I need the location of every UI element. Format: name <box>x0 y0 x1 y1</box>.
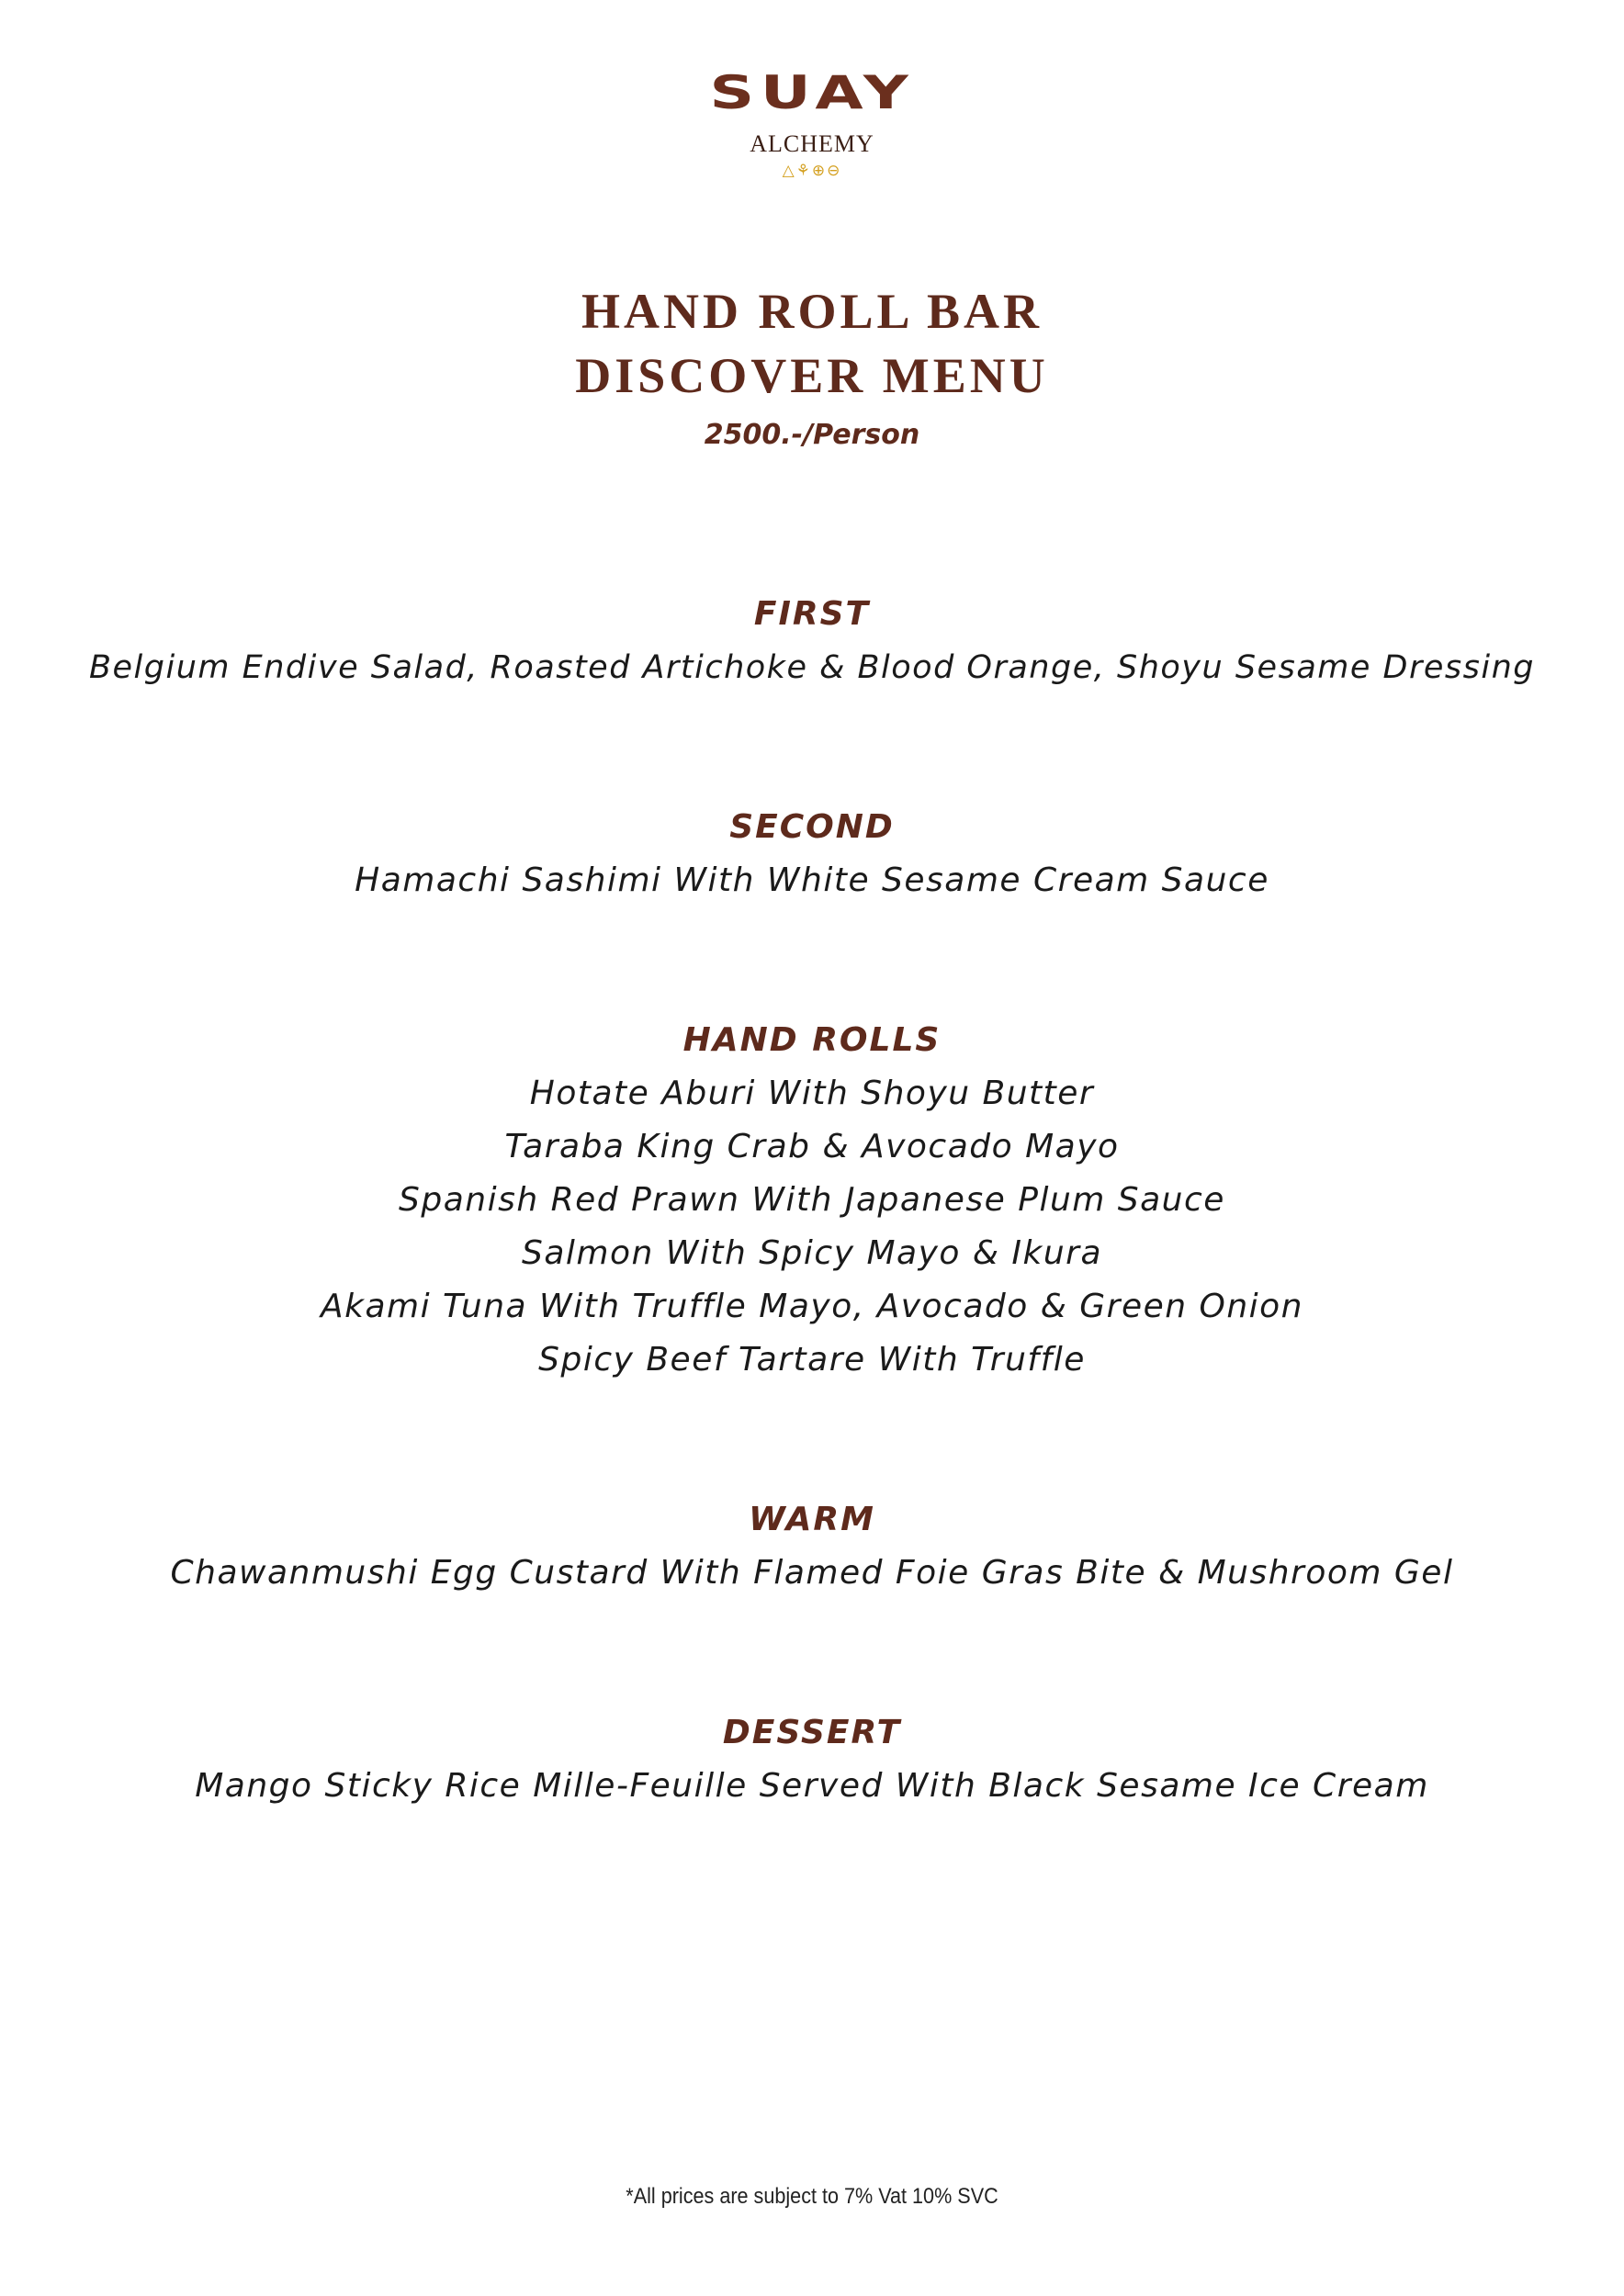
menu-price: 2500.-/Person <box>704 419 920 451</box>
section-heading: DESSERT <box>722 1714 902 1751</box>
footer-note: *All prices are subject to 7% Vat 10% SVC <box>626 2184 998 2209</box>
menu-item: Belgium Endive Salad, Roasted Artichoke & Blood Orange, Shoyu Sesame Dressing <box>89 649 1535 686</box>
section-second <box>0 801 1624 907</box>
section-heading: HAND ROLLS <box>682 1021 942 1059</box>
section-dessert <box>0 1706 1624 1813</box>
menu-item: Taraba King Crab & Avocado Mayo <box>504 1128 1120 1165</box>
menu-item: Salmon With Spicy Mayo & Ikura <box>521 1234 1103 1272</box>
logo-brand: SUAY <box>709 66 915 119</box>
logo-symbols-icon: △⚘⊕⊖ <box>782 162 842 180</box>
menu-item: Akami Tuna With Truffle Mayo, Avocado & Green Onion <box>320 1288 1303 1325</box>
section-heading: FIRST <box>753 595 871 633</box>
menu-item: Spanish Red Prawn With Japanese Plum Sauce <box>399 1181 1225 1219</box>
section-warm <box>0 1493 1624 1600</box>
menu-item: Spicy Beef Tartare With Truffle <box>538 1341 1086 1379</box>
section-first <box>0 588 1624 694</box>
menu-title-line-1: HAND ROLL BAR <box>581 284 1043 339</box>
menu-title-line-2: DISCOVER MENU <box>575 348 1049 403</box>
logo-subtitle: ALCHEMY <box>750 130 874 157</box>
section-heading: SECOND <box>729 808 895 846</box>
section-heading: WARM <box>749 1501 875 1538</box>
menu-item: Hamachi Sashimi With White Sesame Cream Sauce <box>355 861 1269 899</box>
section-hand-rolls <box>0 1014 1624 1387</box>
menu-item: Hotate Aburi With Shoyu Butter <box>529 1075 1095 1112</box>
menu-item: Chawanmushi Egg Custard With Flamed Foie Gras Bite & Mushroom Gel <box>170 1554 1454 1592</box>
menu-item: Mango Sticky Rice Mille-Feuille Served With Black Sesame Ice Cream <box>195 1767 1429 1805</box>
